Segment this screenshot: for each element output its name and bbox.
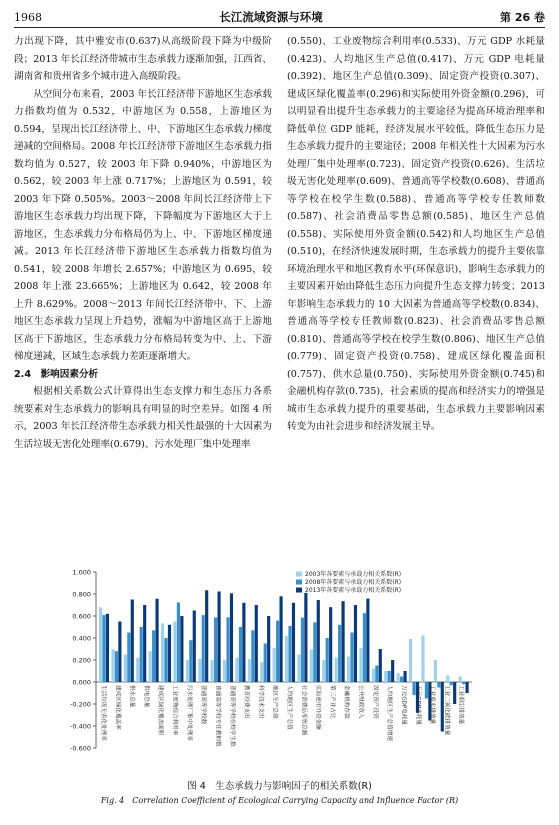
bar (425, 682, 428, 699)
bar (304, 593, 307, 682)
y-tick-label: 0.200 (72, 656, 91, 665)
bar (264, 644, 267, 683)
bar (168, 625, 171, 682)
bar (400, 677, 403, 683)
bar (140, 627, 143, 682)
bar (384, 671, 387, 682)
bar (409, 639, 412, 682)
category-label: 普通高等学校数 (200, 685, 207, 725)
category-label: 人均地区生产总值 (286, 685, 292, 730)
bar (317, 600, 320, 682)
journal-title: 长江流域资源与环境 (219, 10, 323, 24)
bar (226, 617, 229, 682)
left-paragraph-1: 力出现下降，其中雅安市(0.637)从高级阶段下降为中级阶段；2013 年长江经济带城市生态承载力逐渐加强，江西省、湖南省和贵州省多个城市进入高级阶段。 (14, 36, 272, 82)
bar (285, 636, 288, 682)
bar (177, 602, 180, 682)
category-label: 建成区绿化覆盖率 (114, 685, 121, 730)
bar (347, 657, 350, 682)
bar (267, 616, 270, 682)
bar (214, 617, 217, 682)
bar (161, 623, 164, 682)
category-label: 公共财政收入 (357, 685, 364, 719)
bar (446, 675, 449, 682)
page-number: 1968 (14, 10, 42, 24)
left-paragraph-2: 从空间分布来看，2003 年长江经济带下游地区生态承载力指数均值为 0.532，中游地区为 0.558，上游地区为 0.594，呈现出长江经济带上、中、下游地区生态承载力梯度递减的空间格局。2008 年长江经济带下游地区生态承载力指数均值为 0.527，较 2003 年下降 0.940%，中游地区为 0.562，较 2003 年上涨 0.717%；上游地区为 0.591，较 2003 年下降 0.505%。2003～2008 年间长江经济带上下游地区生态承载力均出现下降，下降幅度为下游地区大于上游地区，生态承载力分布格局仍为上、中、下游地区梯度递减。2013 年长江经济带下游地区生态承载力指数均值为 0.541，较 2008 年增长 2.657%；中游地区为 0.695，较 2008 年上涨 23.665%；上游地区为 0.642，较 2008 年上升 8.629%。2008～2013 年间长江经济带中、下、上游地区生态承载力呈现上升趋势，涨幅为中游地区高于上游地区高于下游地区，生态承载力分布格局转变为中、上、下游梯度递减，区域生态承载力差距逐渐增大。 (14, 88, 272, 362)
category-label: 实际使用外资金额 (314, 685, 321, 730)
category-label: 供水总量 (128, 685, 135, 708)
bar (136, 658, 139, 682)
bar (173, 622, 176, 683)
category-label: 工业废水排放量 (429, 685, 436, 725)
bar (434, 660, 437, 682)
page-header (14, 8, 545, 26)
bar (288, 626, 291, 682)
bar (248, 659, 251, 682)
volume-label: 第 26 卷 (500, 11, 545, 24)
bar (310, 649, 313, 682)
category-label: 供电总量 (142, 685, 149, 708)
bar (149, 651, 152, 682)
figure-captions (0, 778, 559, 806)
figure-caption-cn: 图 4 生态承载力与影响因子的相关系数(R) (187, 781, 372, 792)
bar (255, 605, 258, 682)
bar (211, 660, 214, 682)
bar (99, 607, 102, 682)
bar (202, 615, 205, 682)
bar (437, 682, 440, 688)
bar (193, 611, 196, 683)
bar (239, 627, 242, 682)
category-label: 地区生产总值 (271, 685, 278, 719)
bar (127, 633, 130, 683)
y-tick-label: -0.600 (70, 744, 91, 753)
legend-swatch (296, 572, 302, 577)
legend-swatch (296, 580, 302, 585)
y-tick-label: -0.200 (70, 700, 91, 709)
bar (366, 599, 369, 682)
bar (230, 593, 233, 682)
bar (341, 601, 344, 682)
legend-label: 2003年各要素与承载力相关系数(R) (305, 571, 402, 578)
bar (155, 599, 158, 682)
category-label: 污水处理厂集中处理率 (185, 685, 192, 741)
bar (180, 616, 183, 682)
bar (391, 660, 394, 682)
bar (242, 603, 245, 682)
y-tick-label: 1.000 (72, 568, 91, 577)
category-label: 万元GDP电耗量 (400, 685, 407, 725)
bar (338, 625, 341, 682)
bar (363, 613, 366, 682)
category-label: 科学技术支出 (257, 685, 264, 719)
category-label: 普通高等学校专任教师数 (214, 685, 221, 747)
bar (189, 640, 192, 682)
bar (354, 605, 357, 682)
y-tick-label: 0.000 (72, 678, 91, 687)
right-column (287, 33, 545, 436)
bar (198, 659, 201, 682)
category-label: 生活垃圾无害化处理率 (100, 685, 106, 741)
bar (251, 630, 254, 682)
bar (106, 614, 109, 682)
bar (260, 662, 263, 682)
y-tick-label: 0.800 (72, 590, 91, 599)
bar (322, 660, 325, 682)
bar (359, 648, 362, 682)
bar (205, 590, 208, 682)
legend-label: 2008年各要素与承载力相关系数(R) (305, 579, 402, 586)
bar (397, 673, 400, 682)
bar (421, 635, 424, 682)
bar (292, 603, 295, 682)
bar (131, 600, 134, 683)
bar (388, 671, 391, 682)
bar (453, 682, 456, 704)
bar (372, 669, 375, 682)
bar (350, 633, 353, 683)
chart-svg (60, 566, 480, 756)
right-paragraph-1: (0.550)、工业废物综合利用率(0.533)、万元 GDP 水耗量(0.423)、人均地区生产总值(0.417)、万元 GDP 电耗量(0.392)、地区生产总值(0.309)、固定资产投资(0.307)、建成区绿化覆盖率(0.296)和实际使用外资金额(0.296)，可以明显看出提升生态承载力的主要途径为提高环境治理率和降低单位 GDP 能耗，经济发展水平较低，降低生态压力是生态承载力提升的主要途径；2008 年相关性十大因素为污水处理厂集中处理率(0.723)、固定资产投资(0.626)、生活垃圾无害化处理率(0.609)、普通高等学校数(0.608)、普通高等学校在校学生数(0.588)、普通高等学校专任教师数(0.587)、社会消费品零售总额(0.585)、地区生产总值(0.558)、实际使用外资金额(0.542)和人均地区生产总值(0.510)，在经济快速发展时期，生态承载力的提升主要依靠环境治理水平和地区教育水平(环保意识)，影响生态承载力的主要因素开始由降低生态压力向提升生态支撑力转变；2013 年影响生态承载力的 10 大因素为普通高等学校数(0.834)、普通高等学校专任教师数(0.823)、社会消费品零售总额(0.810)、普通高等学校在校学生数(0.806)、地区生产总值(0.779)、固定资产投资(0.758)、建成区绿化覆盖面积(0.757)、供水总量(0.750)、实际使用外资金额(0.745)和金融机构存款(0.735)，社会素质的提高和经济实力的增强是城市生态承载力提升的重要基础，生态承载力主要影响因素转变为由社会进步和经济发展主导。 (287, 36, 545, 432)
category-label: 教育经费支出 (243, 685, 250, 719)
legend-label: 2013年各要素与承载力相关系数(R) (305, 587, 402, 594)
bar (118, 622, 121, 683)
bar (217, 591, 220, 682)
bar (301, 618, 304, 682)
category-label: 第三产业占比 (328, 685, 335, 719)
y-tick-label: 0.400 (72, 634, 91, 643)
bar (279, 596, 282, 682)
y-tick-label: -0.400 (70, 722, 91, 731)
bar (164, 638, 167, 682)
category-label: 人均地区生产总值增速 (386, 685, 393, 741)
category-label: 建成区绿化覆盖面积 (157, 685, 164, 736)
bar (276, 621, 279, 682)
bar (313, 622, 316, 682)
bar (326, 638, 329, 682)
bar (465, 682, 468, 693)
bar (462, 682, 465, 684)
bar (273, 648, 276, 682)
legend-swatch (296, 588, 302, 593)
bar (459, 677, 462, 683)
bar (102, 615, 105, 682)
correlation-chart (60, 566, 480, 756)
bar (124, 655, 127, 683)
section-heading: 2.4 影响因素分析 (14, 368, 99, 380)
bar (297, 655, 300, 683)
category-label: 普通高等学校在校学生数 (228, 685, 235, 747)
left-paragraph-3: 根据相关系数公式计算得出生态支撑力和生态压力各系统要素对生态承载力的影响具有明显的时空差异。如图 4 所示，2003 年长江经济带生态承载力相关性最强的十大因素为生活垃圾无害化处理率(0.679)、污水处理厂集中处理率 (14, 386, 272, 450)
bar (403, 671, 406, 682)
bar (111, 649, 114, 682)
category-label: 工业废物综合利用率 (171, 685, 178, 736)
category-label: 万元GDP水耗量 (414, 685, 421, 725)
y-tick-label: 0.600 (72, 612, 91, 621)
figure-caption-en: Fig. 4 Correlation Coefficient of Ecological Carrying Capacity and Influence Factor (R) (100, 796, 459, 805)
bar (186, 660, 189, 682)
category-label: 固定资产投资 (371, 685, 378, 719)
bar (335, 658, 338, 682)
category-label: 金融机构存款 (343, 685, 350, 719)
category-label: 工业烟尘排放量 (457, 685, 464, 725)
bar (152, 630, 155, 682)
bar (329, 607, 332, 682)
header-rule (14, 27, 545, 28)
bar (441, 682, 444, 732)
bar (375, 666, 378, 683)
left-column (14, 33, 272, 453)
bar (143, 605, 146, 682)
category-label: 社会消费品零售总额 (300, 685, 307, 736)
bar (379, 649, 382, 682)
bar (235, 658, 238, 682)
bar (223, 660, 226, 682)
category-label: 工业二氧化硫排放量 (443, 685, 450, 736)
bar (115, 651, 118, 682)
